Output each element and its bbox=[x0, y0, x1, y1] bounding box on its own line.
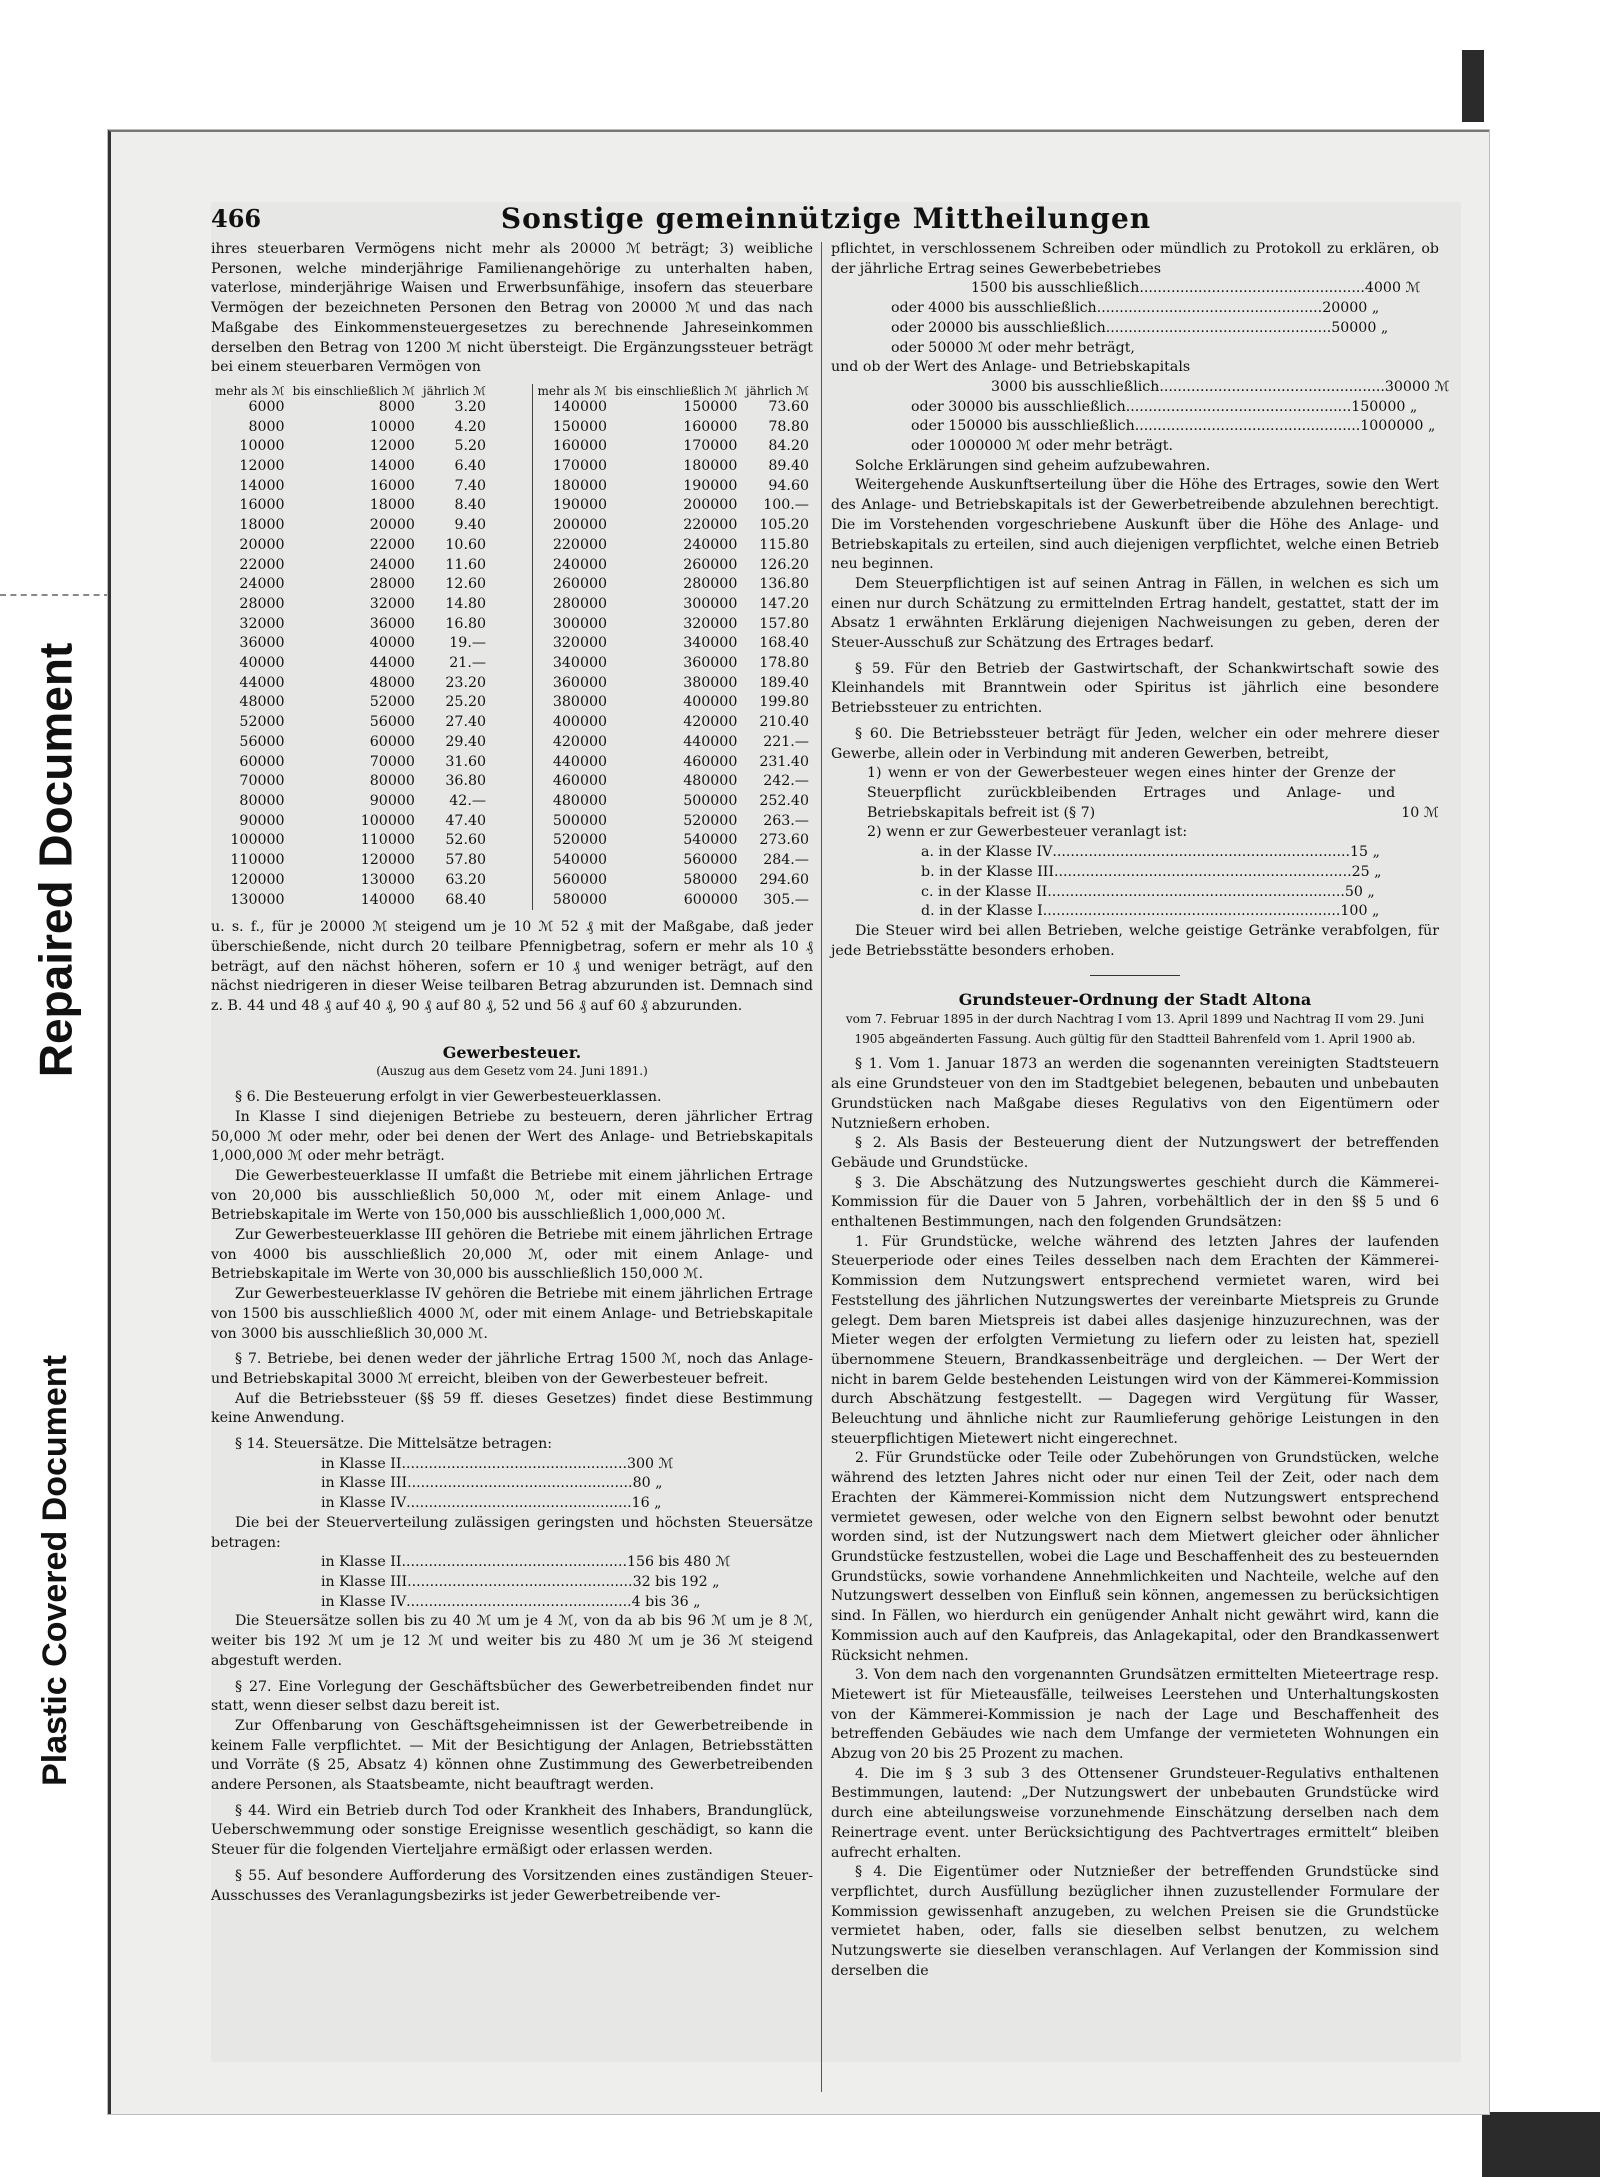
table-cell: 32000 bbox=[369, 595, 415, 612]
table-cell: 600000 bbox=[683, 891, 738, 908]
tax-table-left bbox=[211, 384, 490, 910]
table-cell: 160000 bbox=[552, 438, 608, 455]
table-cell: 100000 bbox=[360, 812, 415, 829]
table-row bbox=[211, 457, 490, 477]
table-cell: 8000 bbox=[248, 418, 285, 435]
table-cell: 168.40 bbox=[759, 635, 809, 652]
paragraph: u. s. f., für je 20000 ℳ steigend um je 10 ℳ 52 ₰ mit der Maßgabe, daß jeder überschießende, nicht durch 20 teilbare Pfennigbetrag, sofern er mehr als 10 ₰ beträgt, auf den nächst höheren, sofern er 10 ₰ und weniger beträgt, auf den nächst niedrigeren in dieser Weise teilbaren Betrag abzurunden ist. Demnach sind z. B. 44 und 48 ₰ auf 40 ₰, 90 ₰ auf 80 ₰, 52 und 56 ₰ auf 60 ₰ abzurunden. bbox=[211, 919, 813, 1015]
paragraph: pflichtet, in verschlossenem Schreiben oder mündlich zu Protokoll zu erklären, ob der jährliche Ertrag seines Gewerbebetriebes bbox=[831, 241, 1439, 277]
table-row bbox=[533, 812, 813, 832]
table-cell: 40000 bbox=[369, 635, 415, 652]
table-cell: 29.40 bbox=[445, 733, 487, 750]
table-cell: 80000 bbox=[239, 792, 285, 809]
table-cell: 89.40 bbox=[768, 458, 809, 475]
table-cell: 360000 bbox=[683, 655, 738, 672]
running-header bbox=[211, 202, 1441, 238]
table-row bbox=[533, 516, 813, 536]
table-cell: 16.80 bbox=[445, 615, 487, 632]
table-cell: 10000 bbox=[369, 418, 415, 435]
table-cell: 20000 bbox=[239, 536, 285, 553]
table-cell: 580000 bbox=[683, 871, 738, 888]
table-cell: 500000 bbox=[683, 792, 738, 809]
table-cell: 460000 bbox=[683, 753, 738, 770]
table-cell: 170000 bbox=[552, 458, 608, 475]
table-cell: 3.20 bbox=[454, 398, 487, 415]
column-header: jährlich ℳ bbox=[422, 383, 487, 398]
table-cell: 420000 bbox=[683, 714, 738, 731]
table-cell: 147.20 bbox=[759, 595, 809, 612]
table-cell: 48000 bbox=[369, 674, 415, 691]
table-cell: 120000 bbox=[360, 852, 415, 869]
table-cell: 189.40 bbox=[759, 674, 809, 691]
list-item: d. in der Klasse I .................................................................. 100 „ bbox=[921, 903, 1380, 920]
table-row bbox=[533, 615, 813, 635]
table-cell: 57.80 bbox=[445, 852, 487, 869]
table-cell: 27.40 bbox=[445, 714, 487, 731]
table-cell: 580000 bbox=[552, 891, 608, 908]
table-cell: 48000 bbox=[239, 694, 285, 711]
list-item: oder 20000 bis ausschließlich .................................................. 50000 „ bbox=[891, 319, 1389, 336]
table-row bbox=[211, 634, 490, 654]
paragraph: 2) wenn er zur Gewerbesteuer veranlagt ist: bbox=[867, 824, 1188, 841]
table-cell: 440000 bbox=[552, 753, 608, 770]
table-cell: 36000 bbox=[369, 615, 415, 632]
list-item: a. in der Klasse IV .................................................................. 15 „ bbox=[921, 844, 1380, 861]
table-cell: 178.80 bbox=[759, 655, 809, 672]
left-column bbox=[211, 240, 813, 1906]
paragraph: § 27. Eine Vorlegung der Geschäftsbücher des Gewerbetreibenden findet nur statt, wenn dieser selbst dazu bereit ist. bbox=[211, 1678, 813, 1715]
table-row bbox=[533, 733, 813, 753]
table-cell: 210.40 bbox=[759, 714, 809, 731]
paragraph: Die Steuer wird bei allen Betrieben, welche geistige Getränke verabfolgen, für jede Betriebsstätte besonders erhoben. bbox=[831, 922, 1439, 959]
table-cell: 28000 bbox=[239, 595, 285, 612]
list-item: 3000 bis ausschließlich .................................................. 30000 ℳ bbox=[991, 378, 1450, 395]
table-cell: 260000 bbox=[552, 576, 608, 593]
table-cell: 4.20 bbox=[454, 418, 487, 435]
table-cell: 400000 bbox=[683, 694, 738, 711]
table-cell: 263.— bbox=[763, 812, 809, 829]
table-cell: 273.60 bbox=[759, 832, 809, 849]
table-cell: 9.40 bbox=[454, 517, 487, 534]
table-cell: 199.80 bbox=[759, 694, 809, 711]
table-row bbox=[211, 595, 490, 615]
section-title: Gewerbesteuer. bbox=[442, 1042, 582, 1062]
table-cell: 220000 bbox=[552, 536, 608, 553]
table-row bbox=[533, 437, 813, 457]
table-cell: 18000 bbox=[369, 497, 415, 514]
table-cell: 284.— bbox=[763, 852, 809, 869]
table-cell: 460000 bbox=[552, 773, 608, 790]
table-cell: 380000 bbox=[552, 694, 608, 711]
table-cell: 56000 bbox=[369, 714, 415, 731]
table-row bbox=[211, 516, 490, 536]
table-cell: 280000 bbox=[552, 595, 608, 612]
paragraph: 4. Die im § 3 sub 3 des Ottensener Grundsteuer-Regulativs enthaltenen Bestimmungen, lautend: „Der Nutzungswert der unbebauten Grundstücke wird durch eine abteilungsweise vorzunehmende Einschätzung derselben nach dem Reinertrage event. unter Berücksichtigung des Pachtvertrages ermittelt“ bleiben aufrecht erhalten. bbox=[831, 1765, 1439, 1861]
table-cell: 150000 bbox=[683, 398, 738, 415]
paragraph: Die Steuersätze sollen bis zu 40 ℳ um je 4 ℳ, von da ab bis 96 ℳ um je 8 ℳ, weiter bis 192 ℳ um je 12 ℳ und weiter bis zu 480 ℳ um je 36 ℳ steigend abgestuft werden. bbox=[211, 1613, 813, 1669]
table-cell: 120000 bbox=[230, 871, 285, 888]
table-cell: 190000 bbox=[683, 477, 738, 494]
list-item: in Klasse III .................................................. 80 „ bbox=[321, 1475, 663, 1492]
table-cell: 12.60 bbox=[445, 576, 487, 593]
column-divider bbox=[821, 242, 822, 2092]
table-cell: 42.— bbox=[449, 792, 487, 809]
table-cell: 126.20 bbox=[759, 556, 809, 573]
list-item: b. in der Klasse III .................................................................. 25 „ bbox=[921, 863, 1382, 880]
list-item: oder 30000 bis ausschließlich .................................................. 150000 „ bbox=[911, 398, 1418, 415]
table-cell: 140000 bbox=[360, 891, 415, 908]
table-cell: 480000 bbox=[683, 773, 738, 790]
paragraph: Dem Steuerpflichtigen ist auf seinen Antrag in Fällen, in welchen es sich um einen nur durch Schätzung zu ermittelnden Ertrag handelt, gestattet, statt der im Absatz 1 erwähnten Erklärung diejenigen Nachweisungen zu geben, deren der Steuer-Ausschuß zur Schätzung des Ertrages bedarf. bbox=[831, 575, 1439, 652]
table-cell: 12000 bbox=[369, 438, 415, 455]
list-item: 1500 bis ausschließlich .................................................. 4000 ℳ bbox=[971, 280, 1421, 297]
table-cell: 31.60 bbox=[445, 753, 487, 770]
table-cell: 140000 bbox=[552, 398, 608, 415]
table-cell: 84.20 bbox=[768, 438, 809, 455]
plastic-covered-document-label: Plastic Covered Document bbox=[35, 1354, 74, 1786]
table-cell: 36000 bbox=[239, 635, 285, 652]
table-cell: 100000 bbox=[230, 832, 285, 849]
table-cell: 300000 bbox=[683, 595, 738, 612]
paragraph: § 6. Die Besteuerung erfolgt in vier Gewerbesteuerklassen. bbox=[235, 1089, 662, 1106]
paragraph: Weitergehende Auskunftserteilung über die Höhe des Ertrages, sowie den Wert des Anlage- und Betriebskapitals ist der Gewerbetreibende abzulehnen berechtigt. Die im Vorstehenden vorgeschriebene Auskunft über die Höhe des Anlage- und Betriebskapitals zu erteilen, sind auch diejenigen verpflichtet, welche einen Betrieb neu beginnen. bbox=[831, 477, 1439, 573]
paragraph: Die bei der Steuerverteilung zulässigen geringsten und höchsten Steuersätze betragen: bbox=[211, 1514, 813, 1551]
paragraph: § 4. Die Eigentümer oder Nutznießer der betreffenden Grundstücke sind verpflichtet, durch Ausfüllung bezüglicher ihnen zuzustellender Formulare der Kommission gewissenhaft anzugeben, zu welchen Preisen sie die Grundstücke vermietet haben, oder, falls sie dieselben selbst benutzen, zu welchem Nutzungswerte sie dieselben veranschlagen. Auf Verlangen der Kommission sind derselben die bbox=[831, 1864, 1439, 1979]
table-cell: 190000 bbox=[552, 497, 608, 514]
table-row bbox=[533, 398, 813, 418]
table-row bbox=[533, 713, 813, 733]
table-cell: 80000 bbox=[369, 773, 415, 790]
table-cell: 320000 bbox=[552, 635, 608, 652]
table-row bbox=[533, 871, 813, 891]
table-cell: 23.20 bbox=[445, 674, 487, 691]
table-cell: 220000 bbox=[683, 517, 738, 534]
table-row bbox=[533, 753, 813, 773]
table-cell: 200000 bbox=[552, 517, 608, 534]
table-row bbox=[211, 831, 490, 851]
column-header: mehr als ℳ bbox=[215, 383, 285, 398]
table-cell: 500000 bbox=[552, 812, 608, 829]
table-cell: 320000 bbox=[683, 615, 738, 632]
table-row bbox=[211, 792, 490, 812]
table-cell: 280000 bbox=[683, 576, 738, 593]
paragraph: § 59. Für den Betrieb der Gastwirtschaft, der Schankwirtschaft sowie des Kleinhandels mit Branntwein oder Spiritus ist jährlich eine besondere Betriebssteuer zu entrichten. bbox=[831, 660, 1439, 717]
paragraph: § 3. Die Abschätzung des Nutzungswertes geschieht durch die Kämmerei-Kommission für die Dauer von 5 Jahren, vorbehältlich der in den §§ 5 und 6 enthaltenen Bestimmungen, nach den folgenden Grundsätzen: bbox=[831, 1174, 1439, 1231]
table-cell: 115.80 bbox=[759, 536, 809, 553]
table-cell: 7.40 bbox=[454, 477, 487, 494]
table-cell: 47.40 bbox=[445, 812, 487, 829]
table-cell: 20000 bbox=[369, 517, 415, 534]
table-cell: 12000 bbox=[239, 458, 285, 475]
table-cell: 110000 bbox=[230, 852, 285, 869]
table-cell: 294.60 bbox=[759, 871, 809, 888]
edge-shadow-top bbox=[1462, 50, 1484, 122]
table-row bbox=[211, 398, 490, 418]
table-cell: 21.— bbox=[449, 655, 487, 672]
table-cell: 70000 bbox=[239, 773, 285, 790]
table-row bbox=[211, 713, 490, 733]
table-cell: 52000 bbox=[239, 714, 285, 731]
table-cell: 44000 bbox=[239, 674, 285, 691]
ertrag-list bbox=[891, 279, 1421, 358]
right-column bbox=[831, 240, 1450, 1981]
table-cell: 560000 bbox=[552, 871, 608, 888]
table-cell: 10000 bbox=[239, 438, 285, 455]
tax-table-right bbox=[532, 384, 813, 910]
table-cell: 22000 bbox=[239, 556, 285, 573]
table-cell: 60000 bbox=[369, 733, 415, 750]
paragraph: 3. Von dem nach den vorgenannten Grundsätzen ermittelten Mieteertrage resp. Mietewert ist für Mieteausfälle, teilweises Leerstehen und Unterhaltungskosten von der Kämmerei-Kommission je nach der Lage und Beschaffenheit des betreffenden Gebäudes wie nach dem Umfange der vermieteten Wohnungen ein Abzug von 20 bis 25 Prozent zu machen. bbox=[831, 1667, 1439, 1763]
paragraph: § 44. Wird ein Betrieb durch Tod oder Krankheit des Inhabers, Brandunglück, Ueberschwemmung oder sonstige Ereignisse wesentlich geschädigt, so kann die Steuer für die folgenden Vierteljahre ermäßigt oder erlassen werden. bbox=[211, 1802, 813, 1859]
table-cell: 520000 bbox=[552, 832, 608, 849]
table-cell: 40000 bbox=[239, 655, 285, 672]
section-subtitle: (Auszug aus dem Gesetz vom 24. Juni 1891.) bbox=[376, 1064, 648, 1079]
table-row bbox=[211, 496, 490, 516]
table-cell: 160000 bbox=[683, 418, 738, 435]
tax-table bbox=[211, 384, 813, 910]
table-cell: 242.— bbox=[763, 773, 809, 790]
paragraph: § 1. Vom 1. Januar 1873 an werden die sogenannten vereinigten Stadtsteuern als eine Grundsteuer von den im Stadtgebiet belegenen, bebauten und unbebauten Grundstücken nach Maßgabe dieses Regulativs von den Eigentümern oder Nutznießern erhoben. bbox=[831, 1056, 1439, 1132]
table-cell: 180000 bbox=[552, 477, 608, 494]
table-row bbox=[533, 496, 813, 516]
table-cell: 14000 bbox=[239, 477, 285, 494]
table-cell: 150000 bbox=[552, 418, 608, 435]
table-cell: 340000 bbox=[683, 635, 738, 652]
table-cell: 16000 bbox=[239, 497, 285, 514]
paragraph: § 55. Auf besondere Aufforderung des Vorsitzenden eines zuständigen Steuer-Ausschusses des Veranlagungsbezirks ist jeder Gewerbetreibende ver- bbox=[211, 1867, 813, 1904]
table-cell: 136.80 bbox=[759, 576, 809, 593]
table-row bbox=[211, 437, 490, 457]
paragraph: 1. Für Grundstücke, welche während des letzten Jahres der laufenden Steuerperiode oder eines Teiles desselben nach dem Erachten der Kämmerei-Kommission dem Nutzungswert entsprechend vermietet waren, wird bei Feststellung des jährlichen Nutzungswertes der vereinbarte Mietspreis zu Grunde gelegt. Dem baren Mietspreis ist dabei alles dasjenige hinzuzurechnen, was der Mieter wegen der erfolgten Vermietung zu liefern oder zu leisten hat, speziell übernommene Steuern, Brandkassenbeiträge und dergleichen. — Der Wert der nicht in barem Gelde bestehenden Leistungen wird von der Kämmerei-Kommission durch Abschätzung festgestellt. — Dagegen wird Vergütung für Wasser, Beleuchtung und ähnliche nicht zur Raumlieferung gehörige Leistungen in den steuerpflichtigen Mietewert nicht eingerechnet. bbox=[831, 1233, 1439, 1447]
paragraph: § 7. Betriebe, bei denen weder der jährliche Ertrag 1500 ℳ, noch das Anlage- und Betriebskapital 3000 ℳ erreicht, bleiben von der Gewerbesteuer befreit. bbox=[211, 1351, 813, 1387]
table-row bbox=[211, 733, 490, 753]
table-row bbox=[211, 891, 490, 911]
table-cell: 200000 bbox=[683, 497, 738, 514]
table-cell: 32000 bbox=[239, 615, 285, 632]
table-row bbox=[533, 536, 813, 556]
paragraph: Die Gewerbesteuerklasse II umfaßt die Betriebe mit einem jährlichen Ertrage von 20,000 bis ausschließlich 50,000 ℳ, oder mit einem Anlage- und Betriebskapitale im Werte von 150,000 bis ausschließlich 1,000,000 ℳ. bbox=[211, 1167, 813, 1224]
divider bbox=[0, 594, 110, 596]
paragraph: Zur Gewerbesteuerklasse III gehören die Betriebe mit einem jährlichen Ertrage von 4000 bis ausschließlich 20,000 ℳ, oder mit einem Anlage- und Betriebskapitale im Werte von 30,000 bis ausschließlich 150,000 ℳ. bbox=[211, 1227, 813, 1283]
table-cell: 305.— bbox=[763, 891, 809, 908]
table-row bbox=[533, 693, 813, 713]
rate-list bbox=[321, 1455, 674, 1514]
table-row bbox=[533, 792, 813, 812]
table-row bbox=[533, 418, 813, 438]
table-cell: 480000 bbox=[552, 792, 608, 809]
table-cell: 440000 bbox=[683, 733, 738, 750]
paragraph: In Klasse I sind diejenigen Betriebe zu besteuern, deren jährlicher Ertrag 50,000 ℳ oder mehr, oder bei denen der Wert des Anlage- und Betriebskapitals 1,000,000 ℳ oder mehr beträgt. bbox=[211, 1108, 813, 1165]
table-row bbox=[533, 556, 813, 576]
table-row bbox=[533, 575, 813, 595]
table-cell: 560000 bbox=[683, 852, 738, 869]
table-row bbox=[211, 772, 490, 792]
table-cell: 56000 bbox=[239, 733, 285, 750]
table-cell: 130000 bbox=[230, 891, 285, 908]
table-cell: 63.20 bbox=[445, 871, 487, 888]
table-cell: 180000 bbox=[683, 458, 738, 475]
table-cell: 36.80 bbox=[445, 773, 487, 790]
table-cell: 28000 bbox=[369, 576, 415, 593]
table-cell: 420000 bbox=[552, 733, 608, 750]
table-row bbox=[211, 477, 490, 497]
table-row bbox=[533, 595, 813, 615]
table-cell: 110000 bbox=[360, 832, 415, 849]
table-cell: 60000 bbox=[239, 753, 285, 770]
kapital-list bbox=[911, 378, 1450, 457]
table-cell: 52.60 bbox=[445, 832, 487, 849]
paragraph: ihres steuerbaren Vermögens nicht mehr als 20000 ℳ beträgt; 3) weibliche Personen, welche minderjährige Familienangehörige zu unterhalten haben, vaterlose, minderjährige Waisen und Erwerbsunfähige, insofern das steuerbare Vermögen der bezeichneten Personen den Betrag von 20000 ℳ und das nach Maßgabe des Einkommensteuergesetzes zu berechnende Jahreseinkommen derselben den Betrag von 1200 ℳ nicht übersteigt. Die Ergänzungssteuer beträgt bei einem steuerbaren Vermögen von bbox=[211, 241, 813, 376]
paragraph: 2. Für Grundstücke oder Teile oder Zubehörungen von Grundstücken, welche während des letzten Jahres nicht oder nur einen Teil der Zeit, oder nach dem Erachten der Kämmerei-Kommission nicht dem Nutzungswert entsprechend vermietet gewesen, oder welche von den Eignern selbst bewohnt oder benutzt worden sind, ist der Nutzungswert nach dem Mietwert gleicher oder ähnlicher Grundstücke festzustellen, wobei die Lage und Beschaffenheit des zu besteuernden Grundstücks, sowie vorhandene Annehmlichkeiten und Nachteile, welche auf den Nutzungswert desselben von Einfluß sein können, angemessen zu berücksichtigen sind. In Fällen, wo hierdurch ein genügender Anhalt nicht gewährt wird, kann die Kommission auch auf den Kaufpreis, das Anlagekapital, oder den Brandkassenwert Rücksicht nehmen. bbox=[831, 1450, 1439, 1664]
table-cell: 22000 bbox=[369, 536, 415, 553]
table-cell: 260000 bbox=[683, 556, 738, 573]
separator-rule bbox=[1090, 975, 1180, 976]
table-cell: 14.80 bbox=[445, 595, 487, 612]
paragraph: § 14. Steuersätze. Die Mittelsätze betragen: bbox=[235, 1436, 552, 1453]
table-cell: 90000 bbox=[369, 792, 415, 809]
table-cell: 380000 bbox=[683, 674, 738, 691]
page-heading: Sonstige gemeinnützige Mittheilungen bbox=[500, 202, 1152, 235]
table-cell: 130000 bbox=[360, 871, 415, 888]
table-cell: 340000 bbox=[552, 655, 608, 672]
table-cell: 25.20 bbox=[445, 694, 487, 711]
list-item: in Klasse IV .................................................. 4 bis 36 „ bbox=[321, 1593, 701, 1610]
table-cell: 6000 bbox=[248, 398, 285, 415]
rate-range-list bbox=[321, 1553, 731, 1612]
paragraph: Zur Offenbarung von Geschäftsgeheimnissen ist der Gewerbetreibende in keinem Falle verpflichtet. — Mit der Besichtigung der Anlagen, Betriebsstätten und Vorräte (§ 25, Absatz 4) können ohne Zustimmung des Gewerbetreibenden andere Personen, als Staatsbeamte, nicht beauftragt werden. bbox=[211, 1717, 813, 1794]
table-row bbox=[533, 477, 813, 497]
list-item: in Klasse II .................................................. 156 bis 480 ℳ bbox=[321, 1554, 731, 1571]
table-cell: 18000 bbox=[239, 517, 285, 534]
page-number: 466 bbox=[211, 204, 262, 233]
table-cell: 540000 bbox=[552, 852, 608, 869]
table-cell: 19.— bbox=[449, 635, 487, 652]
paragraph: Auf die Betriebssteuer (§§ 59 ff. dieses Gesetzes) findet diese Bestimmung keine Anwendung. bbox=[211, 1390, 813, 1427]
table-row bbox=[211, 575, 490, 595]
table-cell: 5.20 bbox=[454, 438, 487, 455]
table-row bbox=[533, 851, 813, 871]
table-row bbox=[211, 615, 490, 635]
table-cell: 10.60 bbox=[445, 536, 487, 553]
table-row bbox=[533, 831, 813, 851]
repaired-document-label: Repaired Document bbox=[29, 642, 81, 1078]
table-cell: 8.40 bbox=[454, 497, 487, 514]
table-row bbox=[211, 851, 490, 871]
table-cell: 70000 bbox=[369, 753, 415, 770]
table-row bbox=[211, 753, 490, 773]
section-title: Grundsteuer-Ordnung der Stadt Altona bbox=[958, 990, 1312, 1010]
list-item: 1) wenn er von der Gewerbesteuer wegen eines hinter der Grenze der Steuerpflicht zurückbleibenden Ertrages und Anlage- und Betriebskapitals befreit ist (§ 7) 10 ℳ bbox=[867, 765, 1439, 821]
table-cell: 157.80 bbox=[759, 615, 809, 632]
table-cell: 73.60 bbox=[768, 398, 809, 415]
table-row bbox=[211, 693, 490, 713]
table-cell: 8000 bbox=[378, 398, 415, 415]
document-page bbox=[108, 130, 1489, 2114]
table-row bbox=[533, 674, 813, 694]
table-cell: 240000 bbox=[683, 536, 738, 553]
list-item: oder 150000 bis ausschließlich .................................................. 1000000 „ bbox=[911, 418, 1436, 435]
list-item: oder 4000 bis ausschließlich .................................................. 20000 „ bbox=[891, 300, 1380, 317]
table-cell: 105.20 bbox=[759, 517, 809, 534]
column-header: jährlich ℳ bbox=[745, 383, 809, 398]
table-cell: 520000 bbox=[683, 812, 738, 829]
table-row bbox=[211, 871, 490, 891]
table-row bbox=[211, 536, 490, 556]
table-cell: 6.40 bbox=[454, 458, 487, 475]
column-header: bis einschließlich ℳ bbox=[615, 383, 738, 398]
table-row bbox=[211, 418, 490, 438]
list-item: in Klasse III .................................................. 32 bis 192 „ bbox=[321, 1574, 720, 1590]
table-row bbox=[533, 634, 813, 654]
column-header: mehr als ℳ bbox=[537, 383, 608, 398]
table-row bbox=[211, 556, 490, 576]
table-cell: 300000 bbox=[552, 615, 608, 632]
paragraph: § 60. Die Betriebssteuer beträgt für Jeden, welcher ein oder mehrere dieser Gewerbe, allein oder in Verbindung mit anderen Gewerben, betreibt, bbox=[831, 725, 1439, 762]
table-cell: 252.40 bbox=[759, 792, 809, 809]
table-cell: 14000 bbox=[369, 458, 415, 475]
table-row bbox=[533, 891, 813, 911]
table-row bbox=[533, 457, 813, 477]
list-item: oder 50000 ℳ oder mehr beträgt, bbox=[891, 339, 1135, 356]
table-cell: 360000 bbox=[552, 674, 608, 691]
table-cell: 170000 bbox=[683, 438, 738, 455]
table-cell: 24000 bbox=[239, 576, 285, 593]
table-row bbox=[211, 812, 490, 832]
table-cell: 24000 bbox=[369, 556, 415, 573]
paragraph: § 2. Als Basis der Besteuerung dient der Nutzungswert der betreffenden Gebäude und Grundstücke. bbox=[831, 1135, 1439, 1171]
paragraph: Zur Gewerbesteuerklasse IV gehören die Betriebe mit einem jährlichen Ertrage von 1500 bis ausschließlich 4000 ℳ, oder mit einem Anlage- und Betriebskapitale von 3000 bis ausschließlich 30,000 ℳ. bbox=[211, 1286, 813, 1342]
table-cell: 94.60 bbox=[768, 477, 809, 494]
table-cell: 231.40 bbox=[759, 753, 809, 770]
list-item: in Klasse IV .................................................. 16 „ bbox=[321, 1495, 662, 1512]
table-cell: 240000 bbox=[552, 556, 608, 573]
table-row bbox=[211, 674, 490, 694]
table-row bbox=[533, 772, 813, 792]
table-cell: 16000 bbox=[369, 477, 415, 494]
paragraph: und ob der Wert des Anlage- und Betriebskapitals bbox=[831, 359, 1191, 376]
table-cell: 68.40 bbox=[445, 891, 487, 908]
table-cell: 221.— bbox=[763, 733, 809, 750]
list-item: oder 1000000 ℳ oder mehr beträgt. bbox=[911, 438, 1173, 455]
list-item: in Klasse II .................................................. 300 ℳ bbox=[321, 1455, 674, 1472]
table-row bbox=[533, 654, 813, 674]
paragraph: Solche Erklärungen sind geheim aufzubewahren. bbox=[855, 457, 1211, 474]
list-item: c. in der Klasse II .................................................................. 50 „ bbox=[921, 883, 1375, 900]
table-cell: 11.60 bbox=[445, 556, 487, 573]
klasse-list bbox=[921, 843, 1382, 922]
column-header: bis einschließlich ℳ bbox=[292, 383, 415, 398]
table-cell: 52000 bbox=[369, 694, 415, 711]
table-cell: 540000 bbox=[683, 832, 738, 849]
table-cell: 400000 bbox=[552, 714, 608, 731]
table-cell: 44000 bbox=[369, 655, 415, 672]
section-subtitle: vom 7. Februar 1895 in der durch Nachtrag I vom 13. April 1899 und Nachtrag II vom 29. Juni 1905 abgeänderten Fassung. Auch gültig für den Stadtteil Bahrenfeld vom 1. April 1900 ab. bbox=[845, 1012, 1425, 1046]
table-cell: 78.80 bbox=[768, 418, 809, 435]
edge-shadow-bottom bbox=[1482, 2112, 1600, 2177]
table-cell: 100.— bbox=[763, 497, 809, 514]
table-row bbox=[211, 654, 490, 674]
table-cell: 90000 bbox=[239, 812, 285, 829]
